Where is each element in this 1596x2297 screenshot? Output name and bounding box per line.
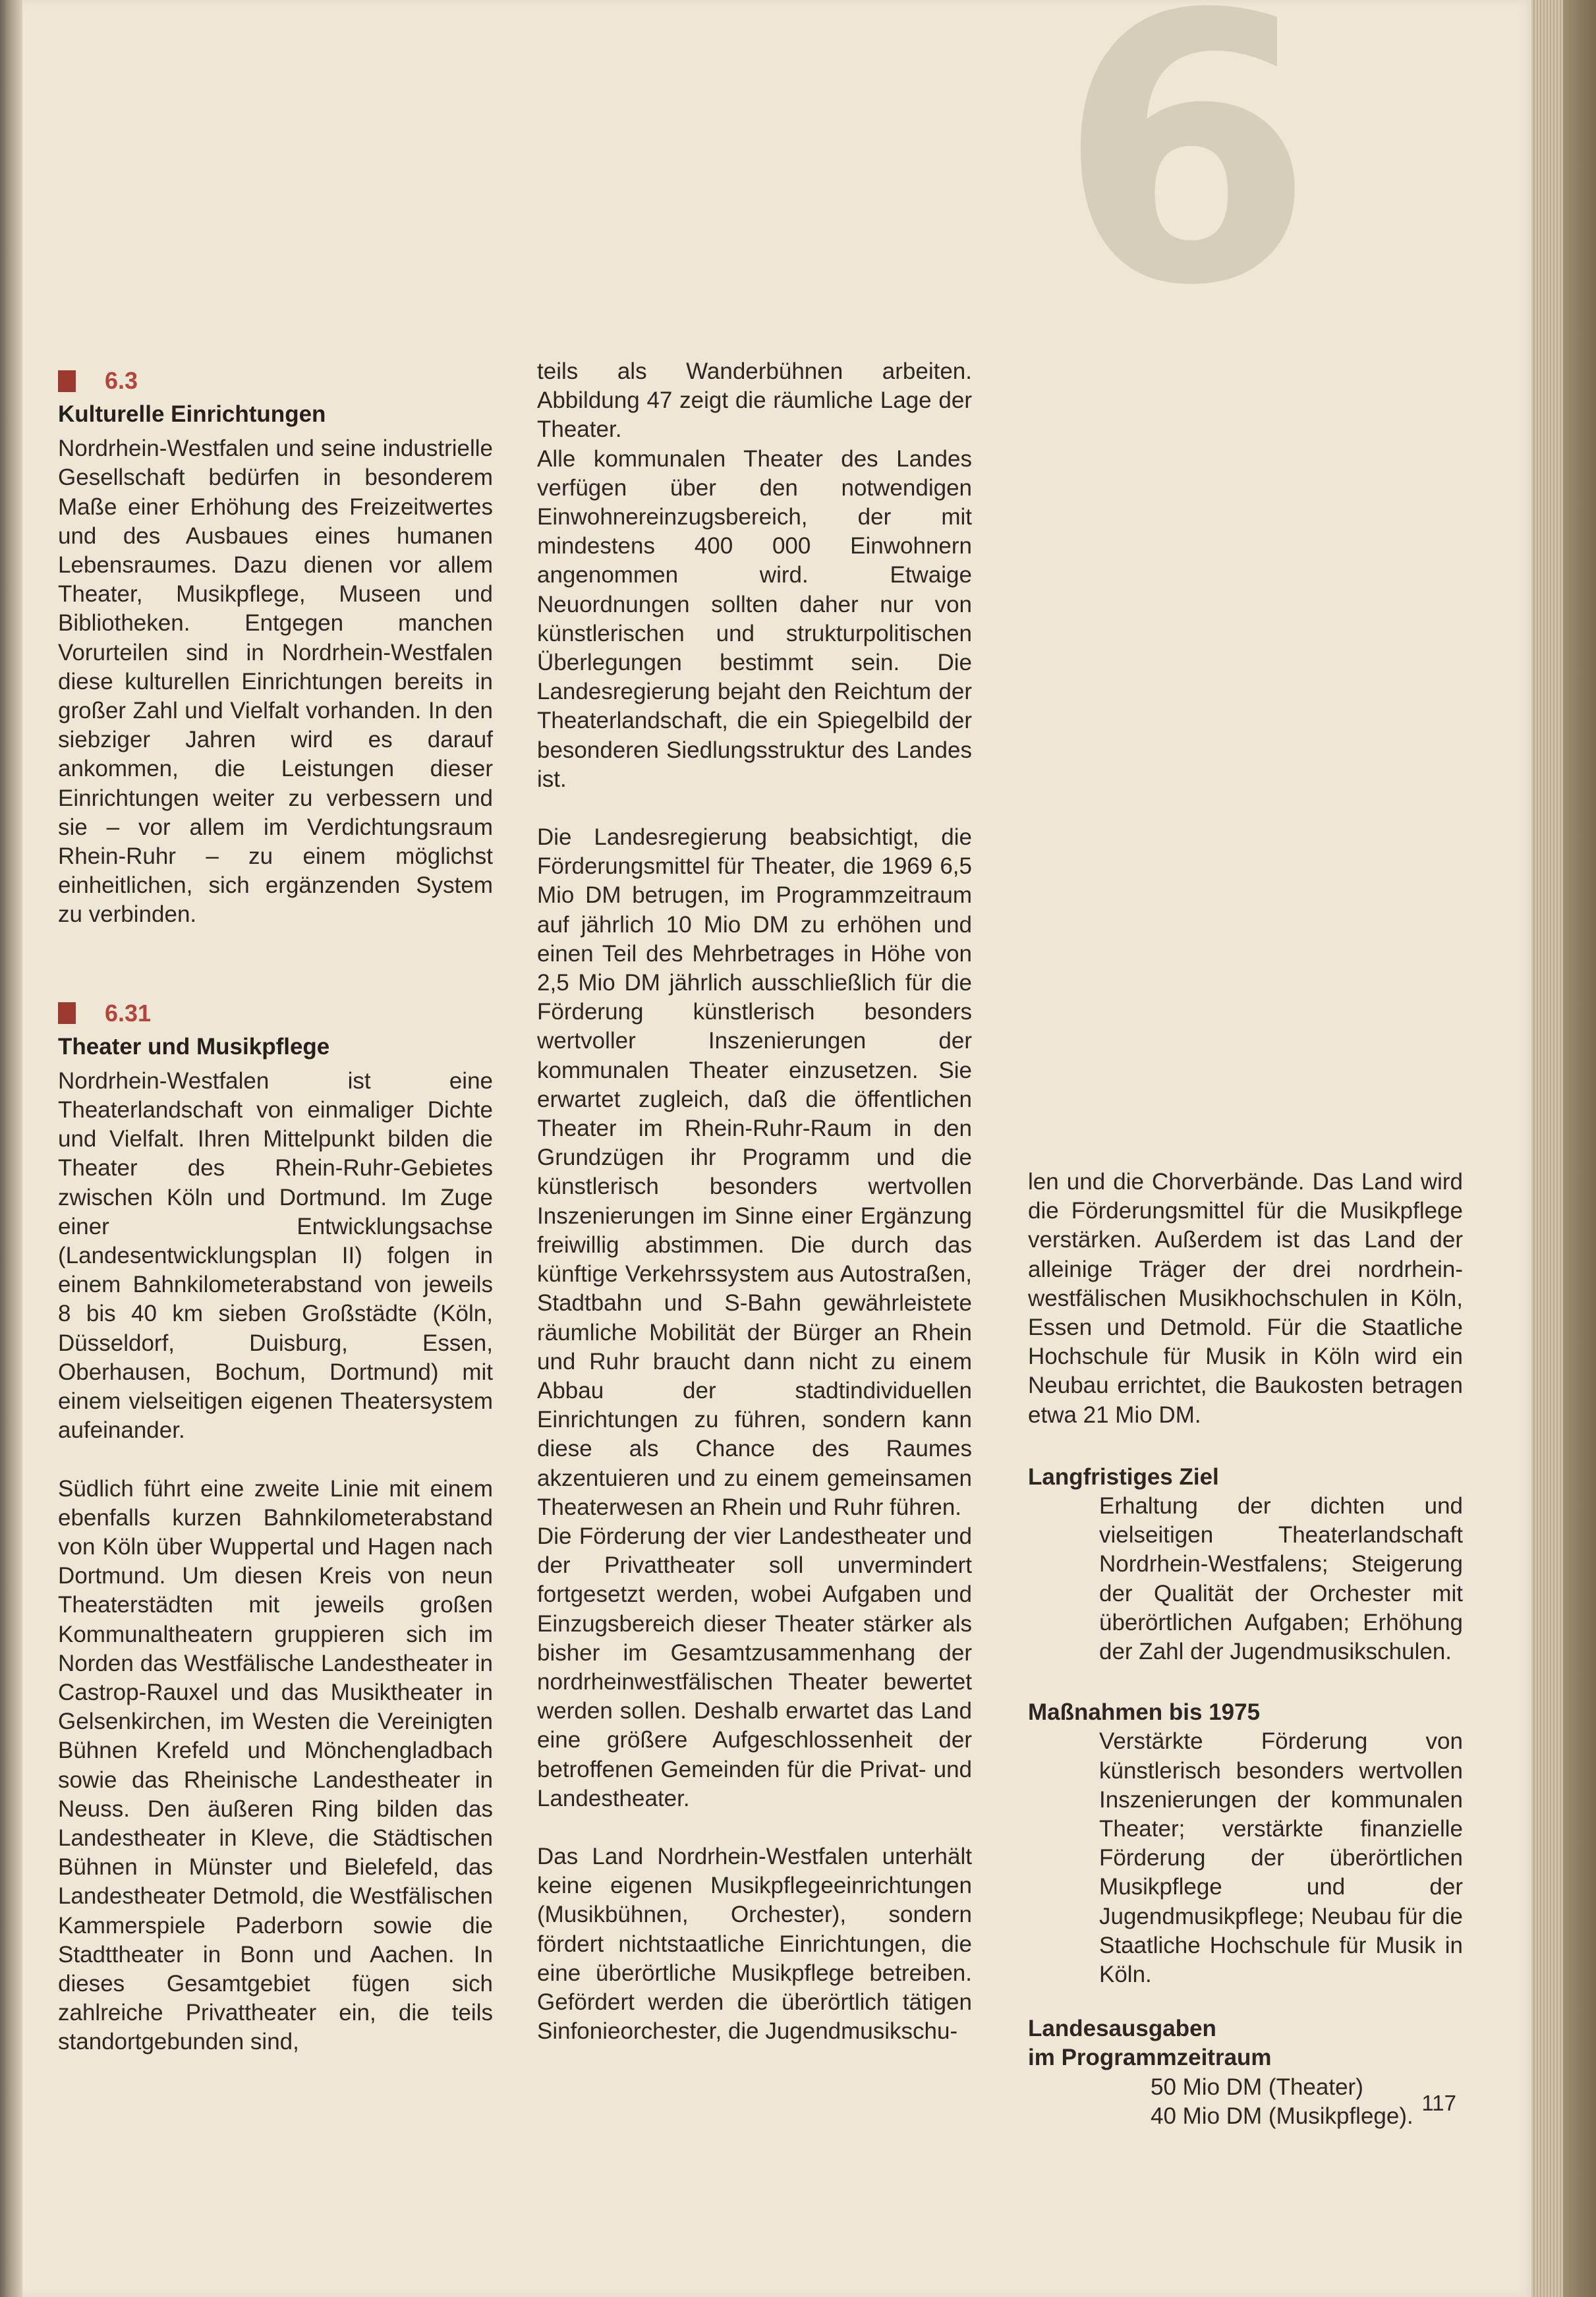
page-number: 117 <box>1421 2091 1456 2115</box>
section-number: 6.3 <box>105 366 138 394</box>
subheading-langfristiges-ziel: Langfristiges Ziel <box>1028 1463 1219 1490</box>
paragraph: len und die Chorverbände. Das Land wird die Förderungsmittel für die Musikpflege verstärken. Außerdem ist das Land der alleinige Träger der drei nordrhein-westfälischen Musikhochschulen in Köln, Essen und Detmold. Für die Staatliche Hochschule für Musik in Köln wird ein Neubau errichtet, die Baukosten betragen etwa 21 Mio DM. <box>1028 1169 1463 1428</box>
subheading-line: im Programmzeitraum <box>1028 2045 1272 2071</box>
column-1 <box>58 366 493 2057</box>
column-3 <box>1028 1168 1463 2131</box>
paragraph: Das Land Nordrhein-Westfalen unterhält keine eigenen Musikpflegeeinrichtungen (Musikbühnen, Orchester), sondern fördert nichtstaatliche Einrichtungen, die eine überörtliche Musikpflege betreiben. Gefördert werden die überörtlich tätigen Sinfonieorchester, die Jugendmusikschu- <box>537 1843 972 2045</box>
paragraph: Die Förderung der vier Landestheater und der Privattheater soll unvermindert fortgesetzt werden, wobei Aufgaben und Einzugsbereich dieser Theater stärker als bisher im Gesamtzusammenhang der nordrheinwestfälischen Theater bewertet werden sollen. Deshalb erwartet das Land eine größere Aufgeschlossenheit der betroffenen Gemeinden für die Privat- und Landestheater. <box>537 1523 972 1811</box>
book-spine-shadow <box>0 0 22 2297</box>
paragraph: Die Landesregierung beabsichtigt, die Förderungsmittel für Theater, die 1969 6,5 Mio DM betrugen, im Programmzeitraum auf jährlich 10 Mio DM zu erhöhen und einen Teil des Mehrbetrages in Höhe von 2,5 Mio DM jährlich ausschließlich für die Förderung künstlerisch besonders wertvoller Inszenierungen der kommunalen Theater einzusetzen. Sie erwartet zugleich, daß die öffentlichen Theater im Rhein-Ruhr-Raum in den Grundzügen ihr Programm und die künstlerisch besonders wertvollen Inszenierungen im Sinne einer Ergänzung freiwillig abstimmen. Die durch das künftige Verkehrssystem aus Autostraßen, Stadtbahn und S-Bahn gewährleistete räumliche Mobilität der Bürger an Rhein und Ruhr braucht dann nicht zu einem Abbau der stadtindividuellen Einrichtungen zu führen, sondern kann diese als Chance des Raumes akzentuieren und zu einem gemeinsamen Theaterwesen an Rhein und Ruhr führen. <box>537 824 972 1520</box>
section-heading-6-31 <box>58 998 493 1029</box>
paragraph: Südlich führt eine zweite Linie mit einem ebenfalls kurzen Bahnkilometerabstand von Köln über Wuppertal und Hagen nach Dortmund. Um diesen Kreis von neun Theaterstädten mit jeweils großen Kommunaltheatern gruppieren sich im Norden das Westfälische Landestheater in Castrop-Rauxel und das Musiktheater in Gelsenkirchen, im Westen die Vereinigten Bühnen Krefeld und Mönchengladbach sowie das Rheinische Landestheater in Neuss. Den äußeren Ring bilden das Landestheater in Kleve, die Städtischen Bühnen in Münster und Bielefeld, das Landestheater Detmold, die Westfälischen Kammerspiele Paderborn sowie die Stadttheater in Bonn und Aachen. In dieses Gesamtgebiet fügen sich zahlreiche Privattheater ein, die teils standortgebunden sind, <box>58 1475 493 2055</box>
paragraph: Nordrhein-Westfalen und seine industrielle Gesellschaft bedürfen in besonderem Maße einer Erhöhung des Freizeitwertes und des Ausbaues eines humanen Lebensraumes. Dazu dienen vor allem Theater, Musikpflege, Museen und Bibliotheken. Entgegen manchen Vorurteilen sind in Nordrhein-Westfalen diese kulturellen Einrichtungen bereits in großer Zahl und Vielfalt vorhanden. In den siebziger Jahren wird es darauf ankommen, die Leistungen dieser Einrichtungen weiter zu verbessern und sie – vor allem im Verdichtungsraum Rhein-Ruhr – zu einem möglichst einheitlichen, sich ergänzenden System zu verbinden. <box>58 436 493 928</box>
section-title: Theater und Musikpflege <box>58 1033 330 1060</box>
section-number: 6.31 <box>105 999 152 1027</box>
indented-text: Erhaltung der dichten und vielseitigen Theaterlandschaft Nordrhein-Westfalens; Steigerung der Qualität der Orchester mit überörtlichen Aufgaben; Erhöhung der Zahl der Jugendmusikschulen. <box>1099 1493 1463 1665</box>
paragraph: Alle kommunalen Theater des Landes verfügen über den notwendigen Einwohnereinzugsbereich, der mit mindestens 400 000 Einwohnern angenommen wird. Etwaige Neuordnungen sollten daher nur von künstlerischen und strukturpolitischen Überlegungen bestimmt sein. Die Landesregierung bejaht den Reichtum der Theaterlandschaft, die ein Spiegelbild der besonderen Siedlungsstruktur des Landes ist. <box>537 445 972 792</box>
expenditure-list <box>1028 2073 1463 2131</box>
paragraph: teils als Wanderbühnen arbeiten. Abbildung 47 zeigt die räumliche Lage der Theater. <box>537 358 972 443</box>
chapter-numeral: 6 <box>1058 0 1315 366</box>
indented-text: Verstärkte Förderung von künstlerisch besonders wertvollen Inszenierungen der kommunalen Theater; verstärkte finanzielle Förderung der überörtlichen Musikpflege und der Jugendmusikpflege; Neubau für die Staatliche Hochschule für Musik in Köln. <box>1099 1728 1463 1988</box>
section-heading-6-3 <box>58 366 493 396</box>
expenditure-item: 50 Mio DM (Theater) <box>1151 2074 1363 2100</box>
section-marker-icon <box>58 1002 76 1024</box>
section-marker-icon <box>58 370 76 392</box>
column-2 <box>537 357 972 2046</box>
section-title: Kulturelle Einrichtungen <box>58 401 326 427</box>
paragraph: Nordrhein-Westfalen ist eine Theaterlandschaft von einmaliger Dichte und Vielfalt. Ihren Mittelpunkt bilden die Theater des Rhein-Ruhr-Gebietes zwischen Köln und Dortmund. Im Zuge einer Entwicklungsachse (Landesentwicklungsplan II) folgen in einem Bahnkilometerabstand von jeweils 8 bis 40 km sieben Großstädte (Köln, Düsseldorf, Duisburg, Essen, Oberhausen, Bochum, Dortmund) mit einem vielseitigen eigenen Theatersystem aufeinander. <box>58 1067 493 1444</box>
expenditure-item: 40 Mio DM (Musikpflege). <box>1151 2103 1413 2129</box>
page-edges-shadow <box>1563 0 1596 2297</box>
subheading-landesausgaben <box>1028 2014 1463 2072</box>
subheading-massnahmen: Maßnahmen bis 1975 <box>1028 1699 1261 1726</box>
subheading-line: Landesausgaben <box>1028 2016 1216 2042</box>
